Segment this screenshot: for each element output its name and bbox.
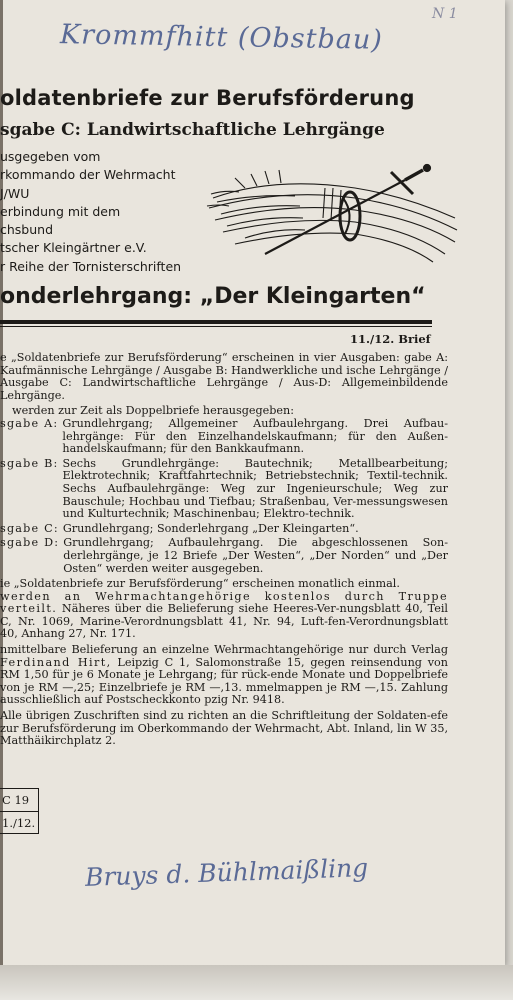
edition-label: sgabe B:: [0, 456, 59, 470]
edition-entry: [0, 458, 448, 521]
free-distribution-rest: Näheres über die Belieferung siehe Heeres-Ver-nungsblatt 40, Teil C, Nr. 1069, Marine-Verordnungsblatt 41, Nr. 94, Luft-fen-Verordnungsblatt 40, Anhang 27, Nr. 171.: [0, 602, 448, 641]
handwritten-corner-mark: N 1: [432, 6, 458, 22]
direct-delivery-b: Leipzig C 1, Salomonstraße 15, gegen reinsendung von RM 1,50 für je 6 Monate je Lehrgang; für rück-ende Monate und Doppelbriefe von je RM —,25; Einzelbriefe je RM —,13. mmelmappen je RM —,15. Zahlung ausschließlich auf Postscheckkonto pzig Nr. 9418.: [0, 655, 448, 707]
double-letters-line: werden zur Zeit als Doppelbriefe herausgegeben:: [12, 404, 295, 418]
series-title: oldatenbriefe zur Berufsförderung: [0, 86, 415, 110]
edition-text: Grundlehrgang; Sonderlehrgang „Der Kleingarten“.: [62, 521, 359, 535]
edition-text: Grundlehrgang; Aufbaulehrgang. Die abgeschlossenen Son-derlehrgänge, je 12 Briefe „Der Westen“, „Der Norden“ und „Der Osten“ werden weiter ausgegeben.: [63, 536, 448, 575]
other-correspondence-paragraph: Alle übrigen Zuschriften sind zu richten an die Schriftleitung der Soldaten-efe zur Berufsförderung im Oberkommando der Wehrmacht, Abt. Inland, lin W 35, Matthäikirchplatz 2.: [0, 709, 448, 748]
edition-text: Grundlehrgang; Allgemeiner Aufbaulehrgang. Drei Aufbau-lehrgänge: Für den Einzelhandelskaufmann; für den Außen-handelskaufmann; für den Bankkaufmann.: [62, 416, 448, 456]
publisher-line: chsbund: [0, 222, 54, 238]
code-line-1: C 19: [0, 789, 38, 812]
free-distribution-spaced: werden an Wehrmachtangehörige kostenlos durch Truppe verteilt.: [0, 589, 448, 616]
background-strip: [0, 965, 513, 1000]
divider-thick: [0, 320, 432, 324]
issue-number: 11./12. Brief: [350, 332, 431, 346]
publisher-line: usgegeben vom: [0, 149, 101, 164]
wheat-sheaf-sword-illustration: [205, 158, 460, 266]
divider-thin: [0, 326, 432, 327]
edition-text: Sechs Grundlehrgänge: Bautechnik; Metallbearbeitung; Elektrotechnik; Kraftfahrtechnik; Betriebstechnik; Textil-technik. Sechs Aufbaulehrgänge: Weg zur Ingenieurschule; Weg zur Bauschule; Hochbau und Tiefbau; Straßenbau, Ver-messungswesen und Kulturtechnik; Maschinenbau; Elektro-technik.: [62, 456, 448, 521]
publisher-line: tscher Kleingärtner e.V.: [0, 240, 147, 256]
edition-label: sgabe D:: [0, 536, 60, 550]
publisher-block: [0, 148, 210, 276]
edition-label: sgabe A:: [0, 416, 59, 430]
special-course-title: onderlehrgang: „Der Kleingarten“: [0, 284, 426, 309]
handwritten-top-note: Krommfhitt (Obstbau): [59, 19, 384, 56]
publisher-line: J/WU: [0, 185, 30, 201]
handwritten-bottom-note: Bruys d. Bühlmaißling: [84, 853, 369, 892]
edition-title: sgabe C: Landwirtschaftliche Lehrgänge: [0, 120, 385, 140]
intro-paragraph: e „Soldatenbriefe zur Berufsförderung“ erscheinen in vier Ausgaben: gabe A: Kaufmännische Lehrgänge / Ausgabe B: Handwerkliche und ische Lehrgänge / Ausgabe C: Landwirtschaftliche Lehrgänge / Aus-D: Allgemeinbildende Lehrgänge.: [0, 351, 448, 402]
free-distribution-paragraph: [0, 591, 448, 641]
body-text: [0, 352, 448, 748]
publisher-line: r Reihe der Tornisterschriften: [0, 258, 182, 274]
monthly-line: ie „Soldatenbriefe zur Berufsförderung“ erscheinen monatlich einmal.: [0, 577, 400, 591]
publisher-name: Ferdinand Hirt,: [0, 655, 112, 669]
code-box: [0, 788, 39, 834]
publisher-line: rkommando der Wehrmacht: [0, 167, 176, 183]
direct-delivery-paragraph: [0, 644, 448, 707]
edition-entry: [0, 418, 448, 456]
code-line-2: 1./12.: [2, 816, 36, 830]
edition-entry: [0, 523, 448, 536]
publisher-line: erbindung mit dem: [0, 203, 121, 219]
direct-delivery-a: nmittelbare Belieferung an einzelne Wehrmachtangehörige nur durch Verlag: [0, 643, 448, 657]
edition-label: sgabe C:: [0, 521, 59, 535]
edition-entry: [0, 537, 448, 575]
